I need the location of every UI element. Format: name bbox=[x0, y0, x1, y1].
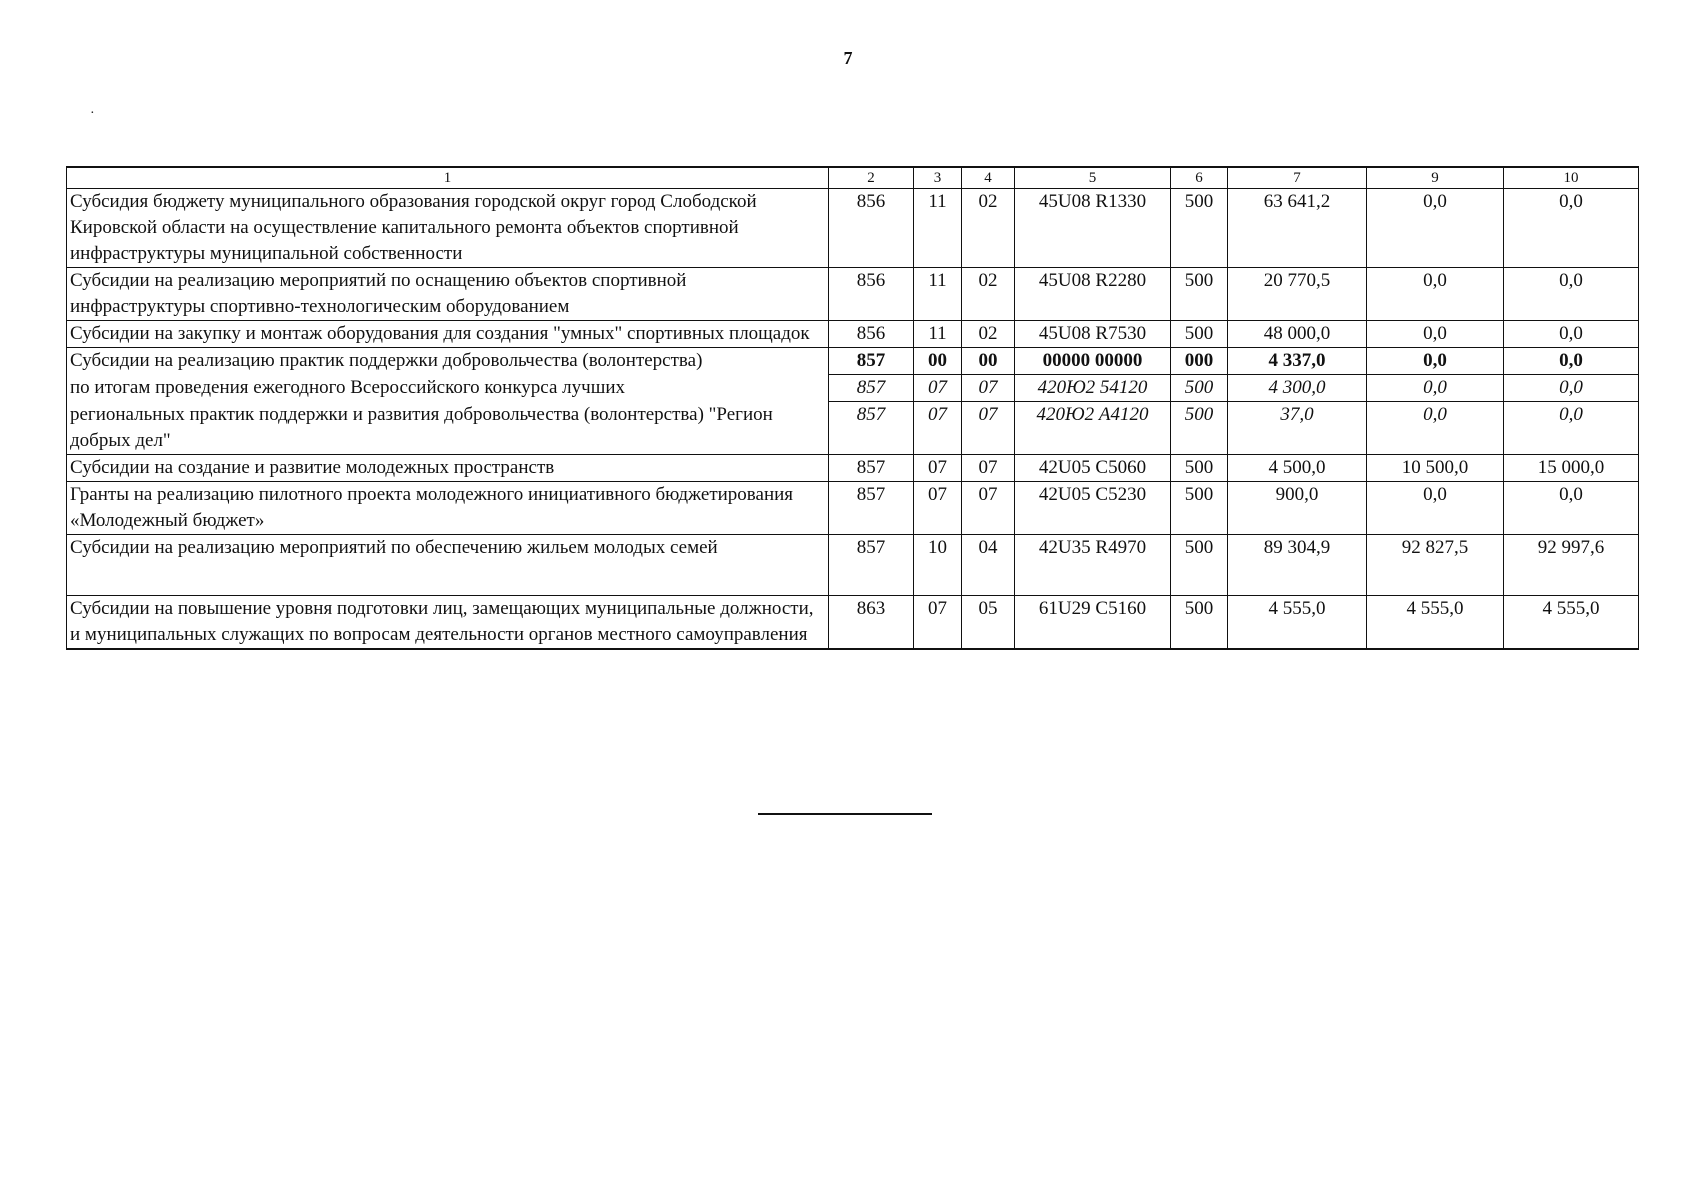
cell-col2: 856 bbox=[829, 268, 914, 321]
header-cell: 10 bbox=[1504, 167, 1639, 189]
closing-separator-line bbox=[758, 813, 932, 815]
cell-col2: 857 bbox=[829, 402, 914, 455]
header-cell: 6 bbox=[1171, 167, 1228, 189]
cell-col2: 856 bbox=[829, 189, 914, 268]
cell-col9: 0,0 bbox=[1367, 321, 1504, 348]
cell-col5: 45U08 R2280 bbox=[1015, 268, 1171, 321]
row-description: Субсидии на закупку и монтаж оборудования для создания "умных" спортивных площадок bbox=[67, 321, 829, 348]
header-cell: 5 bbox=[1015, 167, 1171, 189]
cell-col3: 07 bbox=[914, 402, 962, 455]
cell-col7: 4 337,0 bbox=[1228, 348, 1367, 375]
budget-table bbox=[66, 166, 1639, 650]
cell-col2: 856 bbox=[829, 321, 914, 348]
cell-col9: 0,0 bbox=[1367, 402, 1504, 455]
cell-col3: 10 bbox=[914, 534, 962, 595]
cell-col4: 04 bbox=[962, 534, 1015, 595]
cell-col10: 0,0 bbox=[1504, 321, 1639, 348]
table-row bbox=[67, 268, 1639, 321]
cell-col2: 857 bbox=[829, 481, 914, 534]
table-row-sub bbox=[67, 375, 1639, 402]
cell-col6: 500 bbox=[1171, 402, 1228, 455]
cell-col6: 500 bbox=[1171, 375, 1228, 402]
cell-col6: 500 bbox=[1171, 595, 1228, 649]
cell-col7: 900,0 bbox=[1228, 481, 1367, 534]
cell-col5: 42U05 C5060 bbox=[1015, 454, 1171, 481]
cell-col5: 42U35 R4970 bbox=[1015, 534, 1171, 595]
cell-col4: 02 bbox=[962, 321, 1015, 348]
cell-col4: 07 bbox=[962, 402, 1015, 455]
cell-col3: 11 bbox=[914, 321, 962, 348]
cell-col10: 0,0 bbox=[1504, 268, 1639, 321]
table-row bbox=[67, 189, 1639, 268]
cell-col7: 4 300,0 bbox=[1228, 375, 1367, 402]
table-row bbox=[67, 321, 1639, 348]
cell-col5: 420Ю2 А4120 bbox=[1015, 402, 1171, 455]
cell-col3: 00 bbox=[914, 348, 962, 375]
header-cell: 9 bbox=[1367, 167, 1504, 189]
cell-col5: 45U08 R7530 bbox=[1015, 321, 1171, 348]
header-row bbox=[67, 167, 1639, 189]
cell-col2: 857 bbox=[829, 454, 914, 481]
cell-col3: 07 bbox=[914, 375, 962, 402]
cell-col7: 48 000,0 bbox=[1228, 321, 1367, 348]
row-description: Субсидии на реализацию мероприятий по оснащению объектов спортивной инфраструктуры спортивно-технологическим оборудованием bbox=[67, 268, 829, 321]
cell-col2: 863 bbox=[829, 595, 914, 649]
cell-col6: 500 bbox=[1171, 481, 1228, 534]
cell-col6: 000 bbox=[1171, 348, 1228, 375]
cell-col10: 0,0 bbox=[1504, 375, 1639, 402]
cell-col5: 42U05 C5230 bbox=[1015, 481, 1171, 534]
cell-col10: 0,0 bbox=[1504, 481, 1639, 534]
stray-dot: · bbox=[90, 106, 95, 121]
row-description: Субсидия бюджету муниципального образования городской округ город Слободской Кировской области на осуществление капитального ремонта объектов спортивной инфраструктуры муниципальной собственности bbox=[67, 189, 829, 268]
cell-col6: 500 bbox=[1171, 189, 1228, 268]
row-description: региональных практик поддержки и развития добровольчества (волонтерства) "Регион добрых дел" bbox=[67, 402, 829, 455]
table-row-sub bbox=[67, 402, 1639, 455]
row-description: Субсидии на создание и развитие молодежных пространств bbox=[67, 454, 829, 481]
cell-col4: 05 bbox=[962, 595, 1015, 649]
cell-col9: 92 827,5 bbox=[1367, 534, 1504, 595]
cell-col7: 89 304,9 bbox=[1228, 534, 1367, 595]
cell-col10: 0,0 bbox=[1504, 348, 1639, 375]
header-cell: 4 bbox=[962, 167, 1015, 189]
cell-col7: 37,0 bbox=[1228, 402, 1367, 455]
cell-col5: 420Ю2 54120 bbox=[1015, 375, 1171, 402]
cell-col9: 10 500,0 bbox=[1367, 454, 1504, 481]
cell-col4: 02 bbox=[962, 268, 1015, 321]
cell-col5: 61U29 C5160 bbox=[1015, 595, 1171, 649]
row-description: по итогам проведения ежегодного Всероссийского конкурса лучших bbox=[67, 375, 829, 402]
table-row bbox=[67, 595, 1639, 649]
cell-col4: 07 bbox=[962, 481, 1015, 534]
header-cell: 1 bbox=[67, 167, 829, 189]
cell-col10: 4 555,0 bbox=[1504, 595, 1639, 649]
cell-col3: 07 bbox=[914, 481, 962, 534]
cell-col3: 07 bbox=[914, 595, 962, 649]
row-description: Субсидии на повышение уровня подготовки лиц, замещающих муниципальные должности, и муниципальных служащих по вопросам деятельности органов местного самоуправления bbox=[67, 595, 829, 649]
cell-col5: 45U08 R1330 bbox=[1015, 189, 1171, 268]
cell-col9: 4 555,0 bbox=[1367, 595, 1504, 649]
cell-col4: 00 bbox=[962, 348, 1015, 375]
header-cell: 2 bbox=[829, 167, 914, 189]
table-row-total bbox=[67, 348, 1639, 375]
cell-col7: 4 555,0 bbox=[1228, 595, 1367, 649]
row-description: Субсидии на реализацию мероприятий по обеспечению жильем молодых семей bbox=[67, 534, 829, 595]
cell-col3: 07 bbox=[914, 454, 962, 481]
cell-col9: 0,0 bbox=[1367, 481, 1504, 534]
cell-col10: 92 997,6 bbox=[1504, 534, 1639, 595]
row-description: Субсидии на реализацию практик поддержки добровольчества (волонтерства) bbox=[67, 348, 829, 375]
cell-col10: 0,0 bbox=[1504, 402, 1639, 455]
table-row bbox=[67, 481, 1639, 534]
table-row bbox=[67, 454, 1639, 481]
cell-col3: 11 bbox=[914, 268, 962, 321]
cell-col10: 0,0 bbox=[1504, 189, 1639, 268]
table-row bbox=[67, 534, 1639, 595]
row-description: Гранты на реализацию пилотного проекта молодежного инициативного бюджетирования «Молодежный бюджет» bbox=[67, 481, 829, 534]
cell-col6: 500 bbox=[1171, 454, 1228, 481]
cell-col9: 0,0 bbox=[1367, 348, 1504, 375]
cell-col10: 15 000,0 bbox=[1504, 454, 1639, 481]
cell-col5: 00000 00000 bbox=[1015, 348, 1171, 375]
page-number: 7 bbox=[843, 48, 853, 68]
cell-col2: 857 bbox=[829, 534, 914, 595]
cell-col4: 07 bbox=[962, 454, 1015, 481]
cell-col6: 500 bbox=[1171, 321, 1228, 348]
cell-col2: 857 bbox=[829, 375, 914, 402]
cell-col3: 11 bbox=[914, 189, 962, 268]
cell-col7: 20 770,5 bbox=[1228, 268, 1367, 321]
cell-col2: 857 bbox=[829, 348, 914, 375]
header-cell: 3 bbox=[914, 167, 962, 189]
header-cell: 7 bbox=[1228, 167, 1367, 189]
cell-col7: 4 500,0 bbox=[1228, 454, 1367, 481]
cell-col9: 0,0 bbox=[1367, 268, 1504, 321]
cell-col9: 0,0 bbox=[1367, 375, 1504, 402]
cell-col7: 63 641,2 bbox=[1228, 189, 1367, 268]
cell-col6: 500 bbox=[1171, 534, 1228, 595]
cell-col6: 500 bbox=[1171, 268, 1228, 321]
cell-col9: 0,0 bbox=[1367, 189, 1504, 268]
cell-col4: 02 bbox=[962, 189, 1015, 268]
cell-col4: 07 bbox=[962, 375, 1015, 402]
